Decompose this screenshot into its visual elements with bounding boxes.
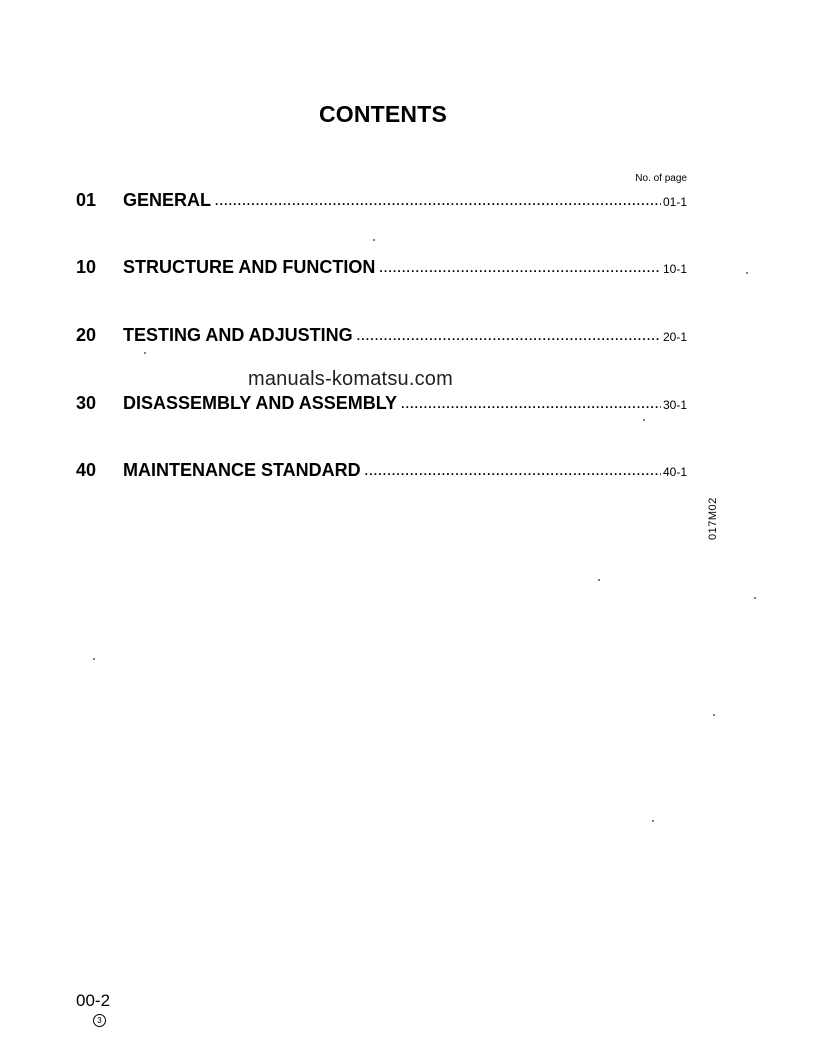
scan-speck — [713, 714, 715, 716]
dot-leader — [365, 464, 661, 478]
toc-entry-disassembly-and-assembly[interactable] — [76, 393, 687, 417]
page-column-header: No. of page — [635, 173, 687, 184]
toc-entry-general[interactable] — [76, 190, 687, 214]
dot-leader — [401, 397, 661, 411]
toc-entry-number: 40 — [76, 460, 97, 480]
toc-entry-page: 01-1 — [662, 195, 687, 209]
toc-entry-label: GENERAL — [123, 190, 212, 210]
toc-entry-number: 30 — [76, 393, 97, 413]
dot-leader — [357, 329, 661, 343]
toc-entry-maintenance-standard[interactable] — [76, 460, 687, 484]
toc-entry-number: 20 — [76, 325, 97, 345]
dot-leader — [379, 261, 661, 275]
toc-entry-page: 30-1 — [662, 398, 687, 412]
scan-speck — [598, 579, 600, 581]
scan-speck — [652, 820, 654, 822]
scan-speck — [144, 352, 146, 354]
toc-entry-label: TESTING AND ADJUSTING — [123, 325, 353, 345]
toc-entry-label: DISASSEMBLY AND ASSEMBLY — [123, 393, 398, 413]
toc-entry-number: 10 — [76, 257, 97, 277]
revision-mark: 3 — [93, 1014, 106, 1027]
page-title: CONTENTS — [318, 101, 448, 127]
toc-entry-page: 40-1 — [662, 465, 687, 479]
dot-leader — [215, 194, 661, 208]
scan-speck — [643, 419, 645, 421]
scan-speck — [373, 239, 375, 241]
toc-entry-label: STRUCTURE AND FUNCTION — [123, 257, 376, 277]
figure-code: 017M02 — [707, 497, 719, 540]
scan-speck — [754, 597, 756, 599]
page-number: 00-2 — [76, 991, 111, 1010]
toc-entry-testing-and-adjusting[interactable] — [76, 325, 687, 349]
scan-speck — [746, 272, 748, 274]
toc-entry-page: 10-1 — [662, 262, 687, 276]
watermark: manuals-komatsu.com — [248, 368, 453, 390]
scan-speck — [93, 658, 95, 660]
toc-entry-label: MAINTENANCE STANDARD — [123, 460, 361, 480]
toc-entry-number: 01 — [76, 190, 97, 210]
toc-entry-page: 20-1 — [662, 330, 687, 344]
toc-entry-structure-and-function[interactable] — [76, 257, 687, 281]
